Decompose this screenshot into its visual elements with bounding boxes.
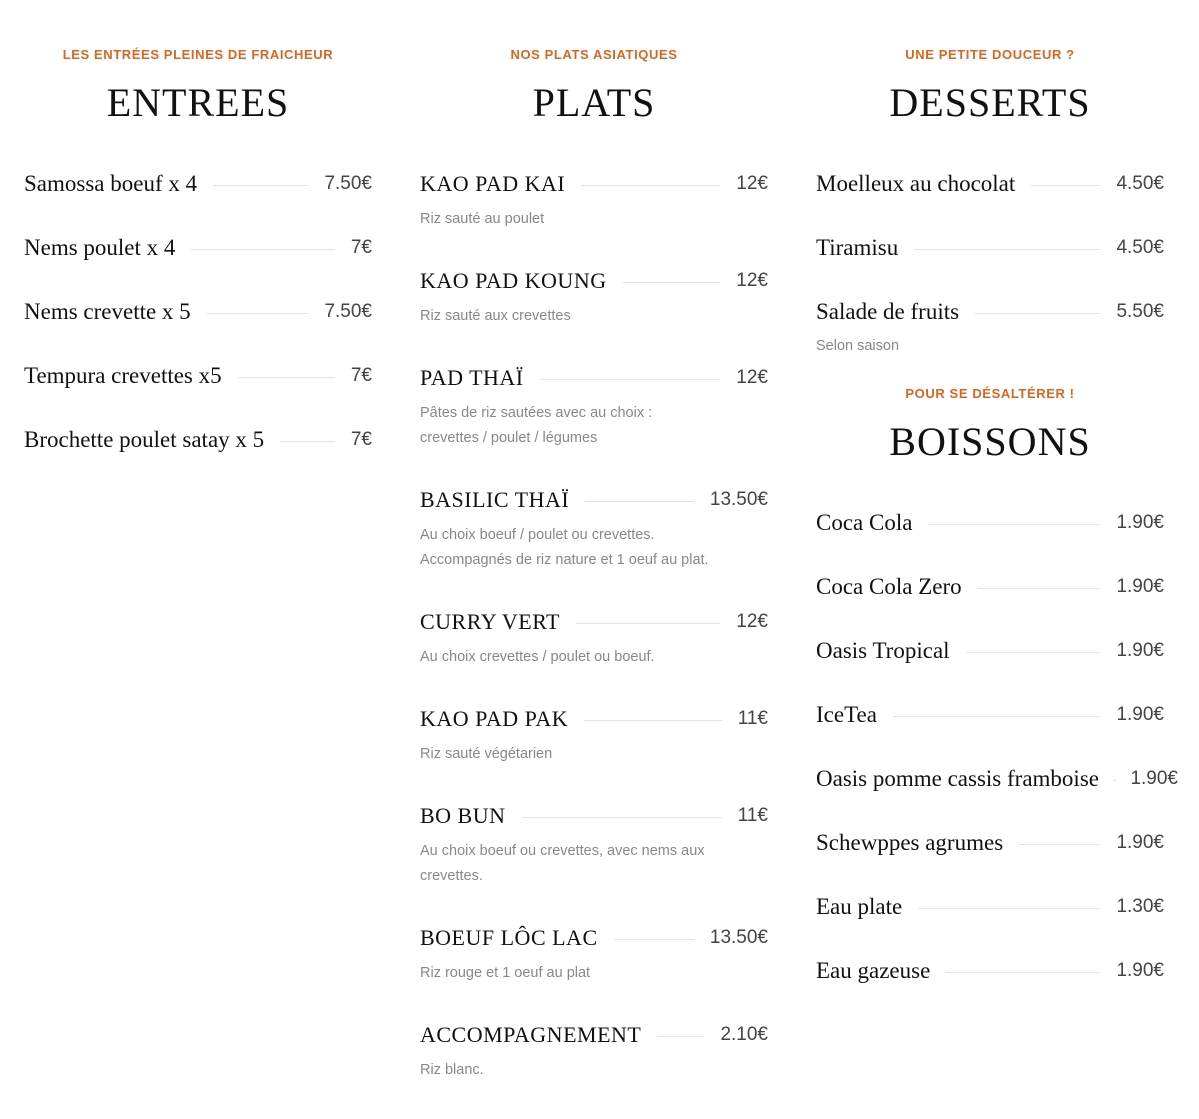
menu-item xyxy=(420,706,768,767)
item-price: 1.90€ xyxy=(1116,576,1164,597)
item-description: Selon saison xyxy=(816,338,900,354)
boissons-header xyxy=(816,385,1164,465)
leader-line xyxy=(918,908,1100,909)
item-name: KAO PAD PAK xyxy=(420,706,569,731)
item-description xyxy=(420,401,768,451)
item-name: BO BUN xyxy=(420,803,506,828)
item-price: 5.50€ xyxy=(1116,301,1164,322)
menu-item xyxy=(420,487,768,573)
menu-item xyxy=(816,171,1164,197)
menu-item xyxy=(24,299,372,325)
desc-line: crevettes. xyxy=(420,868,483,884)
entrees-header xyxy=(24,0,372,126)
desserts-list xyxy=(816,171,1164,359)
leader-line xyxy=(928,524,1100,525)
plats-section xyxy=(420,0,768,1119)
item-name: Brochette poulet satay x 5 xyxy=(24,427,265,452)
item-name: Salade de fruits xyxy=(816,299,960,324)
item-price: 13.50€ xyxy=(709,927,768,948)
item-name: Schewppes agrumes xyxy=(816,830,1004,855)
item-price: 12€ xyxy=(736,270,768,291)
desserts-section xyxy=(816,0,1178,1022)
item-name: Moelleux au chocolat xyxy=(816,171,1016,196)
entrees-eyebrow: LES ENTRÉES PLEINES DE FRAICHEUR xyxy=(62,47,334,62)
item-price: 1.90€ xyxy=(1130,768,1178,789)
menu-item xyxy=(24,171,372,197)
item-price: 1.90€ xyxy=(1116,832,1164,853)
leader-line xyxy=(1031,185,1100,186)
item-price: 1.90€ xyxy=(1116,960,1164,981)
menu-item xyxy=(420,925,768,986)
item-name: BOEUF LÔC LAC xyxy=(420,925,598,950)
menu-item xyxy=(816,830,1164,856)
leader-line xyxy=(978,588,1101,589)
item-description xyxy=(420,839,768,889)
boissons-section xyxy=(816,385,1178,984)
item-description: Riz rouge et 1 oeuf au plat xyxy=(420,965,591,981)
leader-line xyxy=(614,939,694,940)
desc-line: crevettes / poulet / légumes xyxy=(420,430,598,446)
menu-item xyxy=(816,766,1178,792)
item-description: Riz blanc. xyxy=(420,1062,484,1078)
menu-item xyxy=(24,235,372,261)
desc-line: Au choix boeuf ou crevettes, avec nems aux xyxy=(420,843,705,859)
leader-line xyxy=(657,1036,704,1037)
menu-item xyxy=(420,268,768,329)
item-price: 1.90€ xyxy=(1116,640,1164,661)
item-price: 1.90€ xyxy=(1116,512,1164,533)
item-price: 1.30€ xyxy=(1116,896,1164,917)
desserts-title: DESSERTS xyxy=(889,80,1091,125)
item-name: Oasis pomme cassis framboise xyxy=(816,766,1099,791)
item-name: BASILIC THAÏ xyxy=(420,487,570,512)
menu-item xyxy=(816,574,1164,600)
item-description: Riz sauté au poulet xyxy=(420,211,545,227)
desc-line: Pâtes de riz sautées avec au choix : xyxy=(420,405,653,421)
item-price: 7€ xyxy=(350,365,372,386)
menu-item xyxy=(816,958,1164,984)
item-price: 4.50€ xyxy=(1116,237,1164,258)
menu-item xyxy=(24,427,372,453)
leader-line xyxy=(191,249,334,250)
menu-item xyxy=(816,702,1164,728)
item-description: Au choix crevettes / poulet ou boeuf. xyxy=(420,649,655,665)
item-name: IceTea xyxy=(816,702,877,727)
entrees-list xyxy=(24,171,372,453)
item-price: 12€ xyxy=(736,611,768,632)
item-description xyxy=(420,523,768,573)
item-name: PAD THAÏ xyxy=(420,365,524,390)
leader-line xyxy=(585,501,694,502)
boissons-title: BOISSONS xyxy=(889,419,1091,464)
item-price: 12€ xyxy=(736,173,768,194)
boissons-list xyxy=(816,510,1178,984)
desc-line: Au choix boeuf / poulet ou crevettes. xyxy=(420,527,655,543)
leader-line xyxy=(238,377,335,378)
entrees-title: ENTREES xyxy=(106,80,290,125)
leader-line xyxy=(975,313,1100,314)
item-name: Tiramisu xyxy=(816,235,899,260)
menu-item xyxy=(816,510,1164,536)
item-name: Coca Cola xyxy=(816,510,913,535)
item-name: KAO PAD KAI xyxy=(420,171,566,196)
leader-line xyxy=(280,441,335,442)
item-price: 11€ xyxy=(737,805,768,826)
item-price: 1.90€ xyxy=(1116,704,1164,725)
item-price: 4.50€ xyxy=(1116,173,1164,194)
plats-list xyxy=(420,171,768,1083)
leader-line xyxy=(946,972,1100,973)
desserts-eyebrow: UNE PETITE DOUCEUR ? xyxy=(905,47,1075,62)
leader-line xyxy=(1113,780,1116,781)
plats-header xyxy=(420,0,768,126)
boissons-eyebrow: POUR SE DÉSALTÉRER ! xyxy=(905,386,1075,401)
leader-line xyxy=(914,249,1100,250)
leader-line xyxy=(207,313,309,314)
menu-item xyxy=(24,363,372,389)
item-description: Riz sauté végétarien xyxy=(420,746,553,762)
item-price: 7€ xyxy=(350,429,372,450)
menu-item xyxy=(420,609,768,670)
item-name: Eau gazeuse xyxy=(816,958,931,983)
item-name: Samossa boeuf x 4 xyxy=(24,171,198,196)
entrees-section xyxy=(24,0,372,491)
plats-title: PLATS xyxy=(532,80,656,125)
menu-item xyxy=(420,1022,768,1083)
leader-line xyxy=(623,282,721,283)
menu-item xyxy=(816,638,1164,664)
item-price: 12€ xyxy=(736,367,768,388)
leader-line xyxy=(540,379,721,380)
item-name: ACCOMPAGNEMENT xyxy=(420,1022,642,1047)
menu-item xyxy=(816,299,1164,359)
menu-item xyxy=(816,235,1164,261)
item-price: 13.50€ xyxy=(709,489,768,510)
leader-line xyxy=(1019,844,1100,845)
leader-line xyxy=(966,652,1101,653)
plats-eyebrow: NOS PLATS ASIATIQUES xyxy=(510,47,678,62)
item-name: Nems crevette x 5 xyxy=(24,299,191,324)
menu-item xyxy=(420,171,768,232)
item-name: Nems poulet x 4 xyxy=(24,235,176,260)
item-name: Coca Cola Zero xyxy=(816,574,962,599)
item-description: Riz sauté aux crevettes xyxy=(420,308,571,324)
item-price: 2.10€ xyxy=(720,1024,768,1045)
leader-line xyxy=(522,817,722,818)
leader-line xyxy=(581,185,720,186)
leader-line xyxy=(576,623,720,624)
item-price: 7€ xyxy=(350,237,372,258)
item-price: 11€ xyxy=(737,708,768,729)
leader-line xyxy=(893,716,1101,717)
item-name: Eau plate xyxy=(816,894,903,919)
item-name: Tempura crevettes x5 xyxy=(24,363,222,388)
leader-line xyxy=(584,720,722,721)
menu-item xyxy=(420,365,768,451)
leader-line xyxy=(213,185,308,186)
menu-item xyxy=(420,803,768,889)
item-price: 7.50€ xyxy=(324,173,372,194)
desc-line: Accompagnés de riz nature et 1 oeuf au plat. xyxy=(420,552,709,568)
item-price: 7.50€ xyxy=(324,301,372,322)
menu-item xyxy=(816,894,1164,920)
item-name: Oasis Tropical xyxy=(816,638,950,663)
item-name: CURRY VERT xyxy=(420,609,560,634)
desserts-header xyxy=(816,0,1164,126)
item-name: KAO PAD KOUNG xyxy=(420,268,607,293)
